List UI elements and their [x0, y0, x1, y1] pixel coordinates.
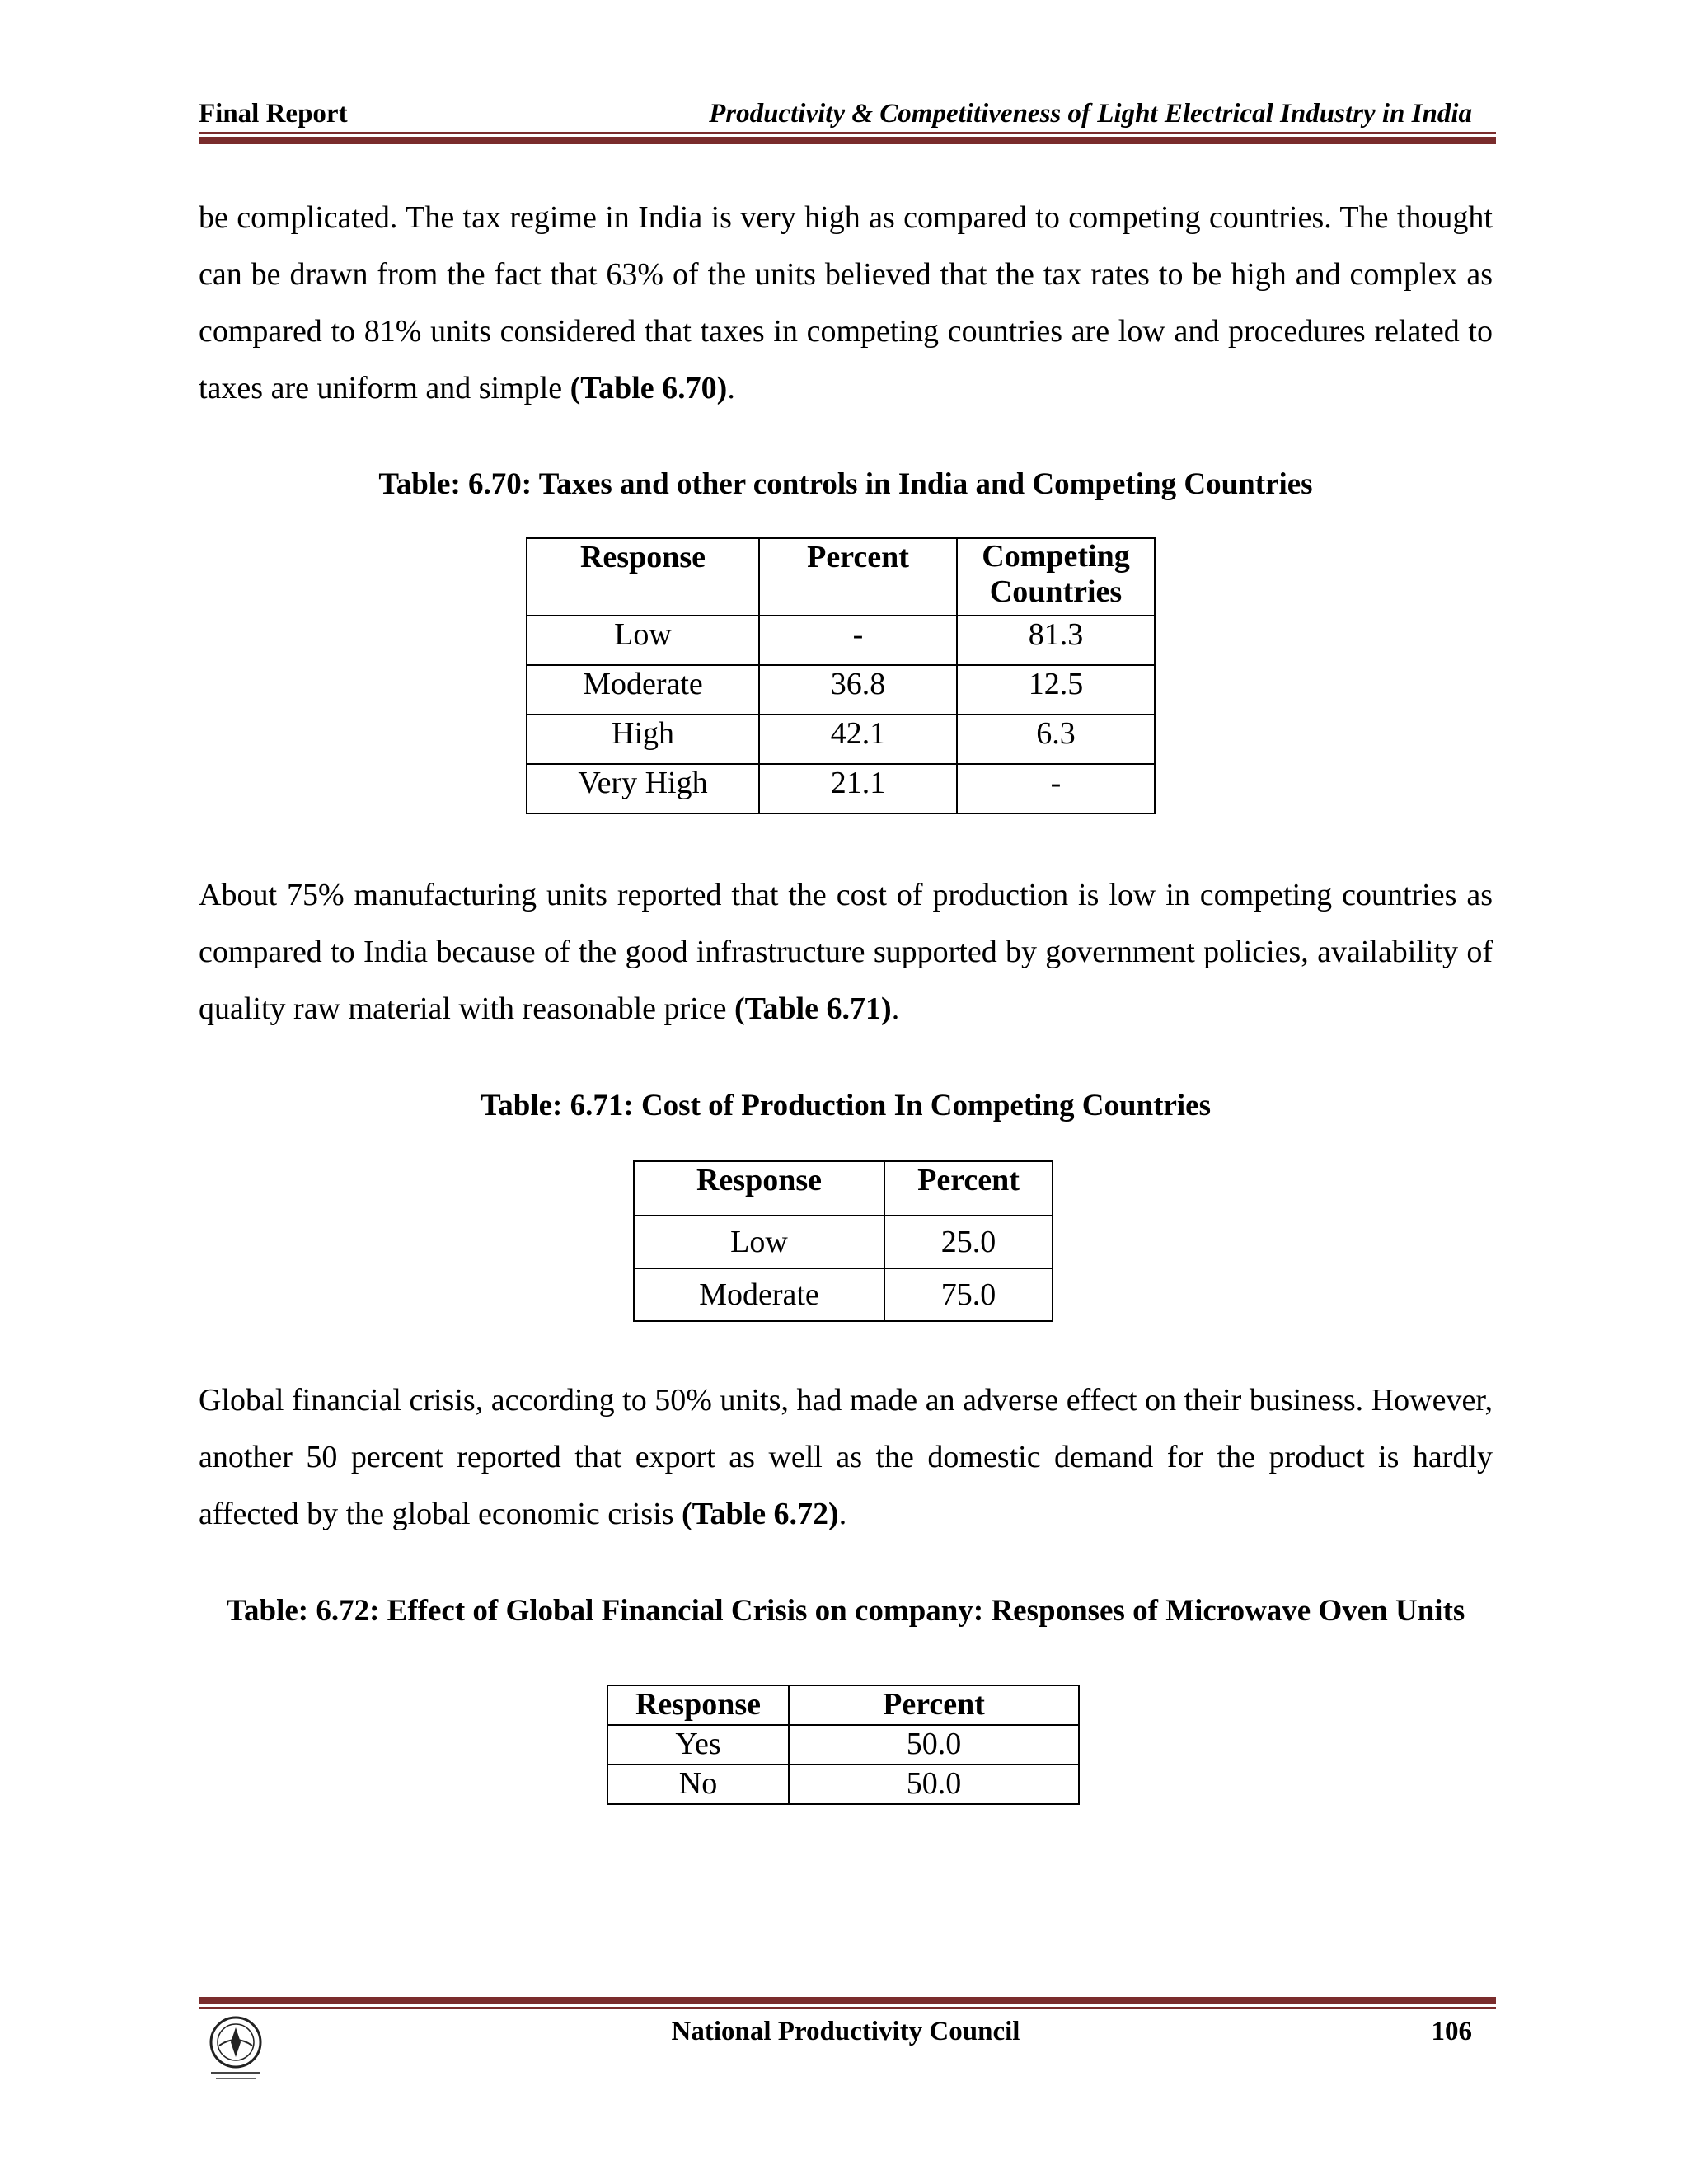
- table-cell: -: [957, 764, 1155, 813]
- table-row: [634, 1216, 1053, 1268]
- header-report-title: Final Report: [199, 99, 348, 129]
- table-6-71: [633, 1160, 1053, 1322]
- table-6-70-caption: Table: 6.70: Taxes and other controls in India and Competing Countries: [378, 467, 1313, 501]
- table-cell: 12.5: [957, 665, 1155, 715]
- table-row: [527, 616, 1155, 665]
- table-cell: -: [759, 616, 957, 665]
- paragraph-end: .: [838, 1497, 847, 1531]
- column-header: Percent: [789, 1685, 1079, 1725]
- column-header: Percent: [884, 1161, 1053, 1216]
- table-cell: No: [607, 1765, 789, 1804]
- table-cell: 42.1: [759, 715, 957, 764]
- table-cell: Moderate: [634, 1268, 884, 1321]
- table-cell: 6.3: [957, 715, 1155, 764]
- table-cell: Low: [634, 1216, 884, 1268]
- table-6-71-caption: Table: 6.71: Cost of Production In Competing Countries: [481, 1089, 1211, 1122]
- table-cell: Low: [527, 616, 759, 665]
- header-document-title: Productivity & Competitiveness of Light Electrical Industry in India: [709, 99, 1472, 129]
- table-cell: 50.0: [789, 1725, 1079, 1765]
- table-header-row: [527, 538, 1155, 616]
- table-cell: 36.8: [759, 665, 957, 715]
- table-cell: Very High: [527, 764, 759, 813]
- table-cell: High: [527, 715, 759, 764]
- table-6-70: [526, 537, 1156, 814]
- paragraph-financial-crisis: [199, 1372, 1493, 1543]
- table-row: [634, 1268, 1053, 1321]
- table-cell: 75.0: [884, 1268, 1053, 1321]
- table-reference: (Table 6.72): [681, 1497, 839, 1531]
- paragraph-text: Global financial crisis, according to 50% units, had made an adverse effect on their business. However, another 50 percent reported that export as well as the domestic demand for the product is hardly affected by the global economic crisis: [199, 1383, 1493, 1531]
- table-reference: (Table 6.71): [734, 991, 892, 1026]
- table-row: [607, 1725, 1079, 1765]
- table-cell: Yes: [607, 1725, 789, 1765]
- table-header-row: [634, 1161, 1053, 1216]
- paragraph-text: be complicated. The tax regime in India is very high as compared to competing countries. The thought can be drawn from the fact that 63% of the units believed that the tax rates to be high and complex as compared to 81% units considered that taxes in competing countries are low and procedures related to taxes are uniform and simple: [199, 200, 1493, 405]
- table-header-row: [607, 1685, 1079, 1725]
- table-cell: 81.3: [957, 616, 1155, 665]
- footer-rule-thick: [199, 1997, 1496, 2004]
- header-rule-thin: [199, 132, 1496, 134]
- page-number: 106: [1431, 2017, 1472, 2046]
- table-reference: (Table 6.70): [570, 371, 728, 405]
- footer-organization: National Productivity Council: [671, 2017, 1020, 2046]
- paragraph-end: .: [727, 371, 735, 405]
- paragraph-cost-of-production: [199, 867, 1493, 1038]
- table-cell: 50.0: [789, 1765, 1079, 1804]
- table-row: [607, 1765, 1079, 1804]
- table-cell: 25.0: [884, 1216, 1053, 1268]
- column-header: Response: [607, 1685, 789, 1725]
- column-header: Response: [634, 1161, 884, 1216]
- paragraph-tax-regime: [199, 190, 1493, 417]
- table-cell: 21.1: [759, 764, 957, 813]
- paragraph-text: About 75% manufacturing units reported that the cost of production is low in competing countries as compared to India because of the good infrastructure supported by government policies, availability of quality raw material with reasonable price: [199, 878, 1493, 1026]
- table-row: [527, 665, 1155, 715]
- column-header: Response: [527, 538, 759, 616]
- table-row: [527, 715, 1155, 764]
- table-6-72-caption: Table: 6.72: Effect of Global Financial Crisis on company: Responses of Microwave Oven Units: [226, 1594, 1465, 1628]
- table-cell: Moderate: [527, 665, 759, 715]
- table-row: [527, 764, 1155, 813]
- column-header: Competing Countries: [957, 538, 1155, 616]
- header-rule-thick: [199, 137, 1496, 144]
- footer-rule-thin: [199, 2007, 1496, 2009]
- column-header: Percent: [759, 538, 957, 616]
- table-6-72: [607, 1685, 1080, 1805]
- paragraph-end: .: [891, 991, 900, 1026]
